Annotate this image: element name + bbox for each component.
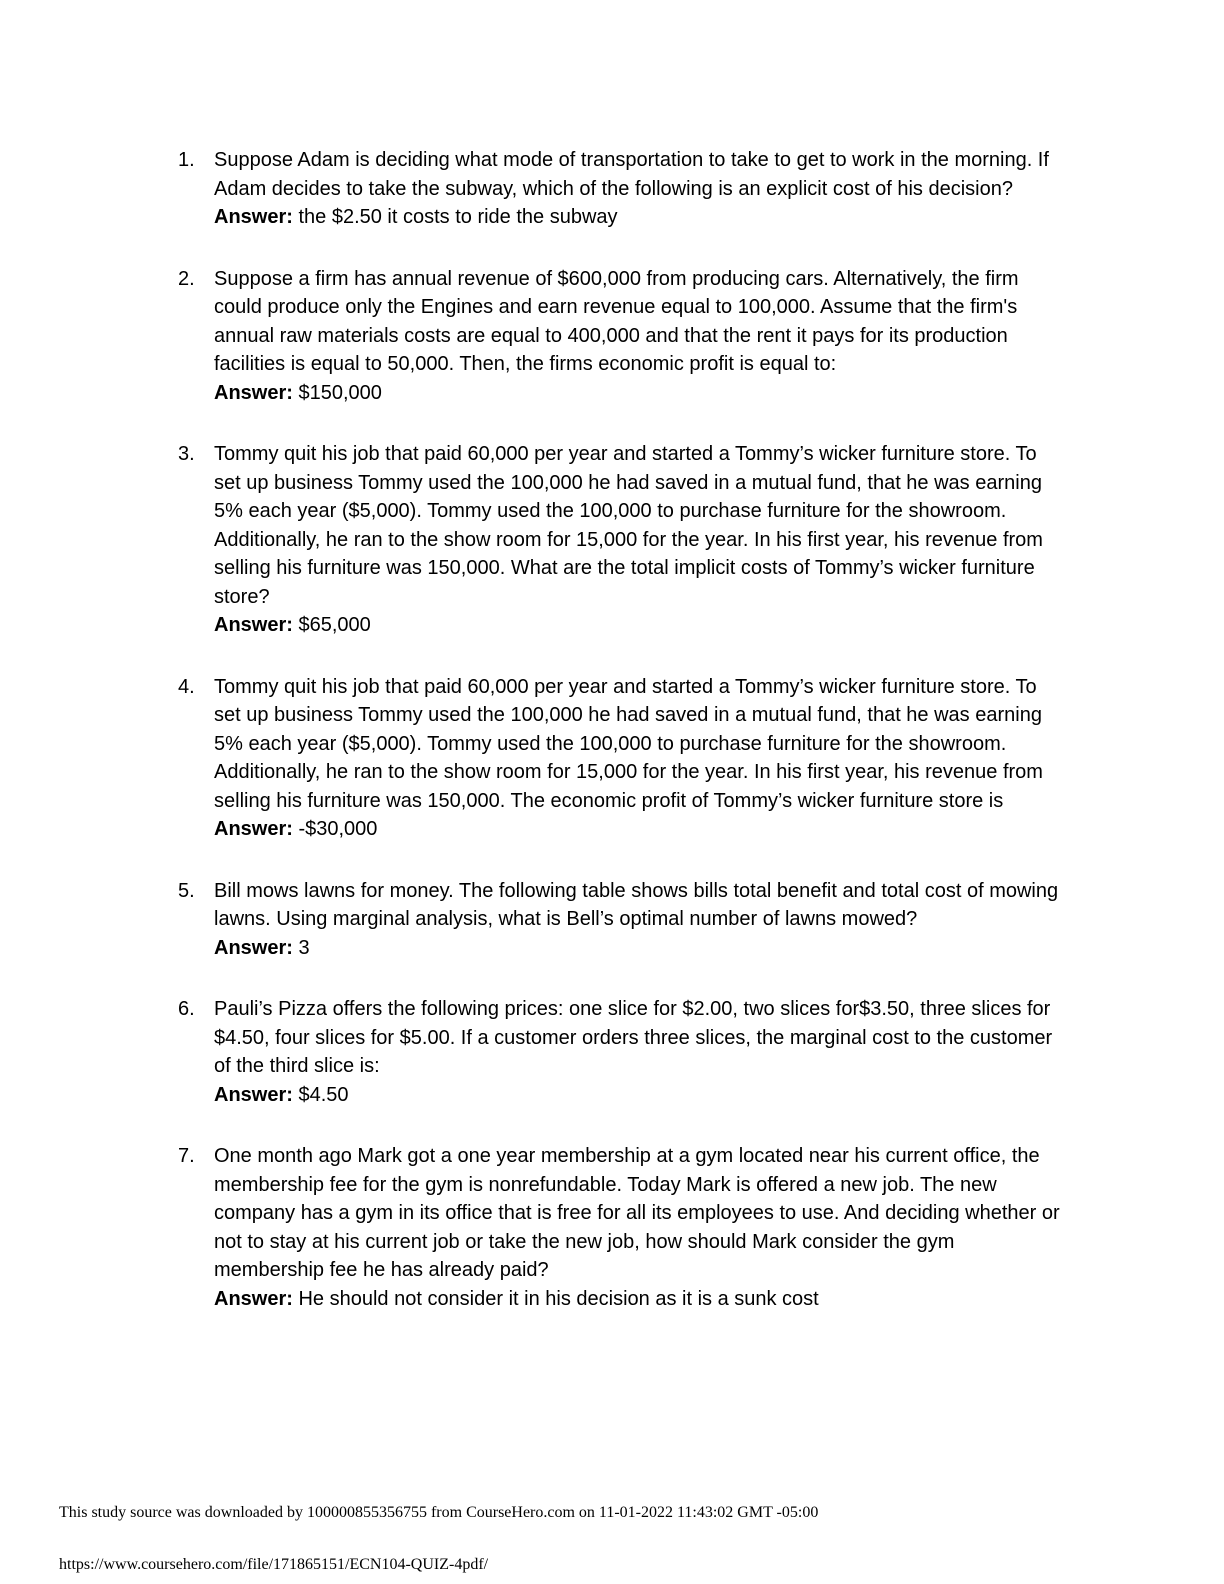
answer-value: $150,000 [292, 381, 382, 404]
answer-label: Answer: [214, 381, 293, 404]
answer-label: Answer: [214, 818, 293, 840]
question-number: 4. [178, 675, 195, 698]
source-url[interactable]: https://www.coursehero.com/file/171865151/ECN104-QUIZ-4pdf/ [59, 1556, 489, 1573]
question-item-5 [178, 877, 1066, 963]
question-answer [214, 611, 1066, 640]
question-text: One month ago Mark got a one year membership at a gym located near his current office, the membership fee for the gym is nonrefundable. Today Mark is offered a new job. The new company has a gym in its office that is free for all its employees to use. And deciding whether or not to stay at his current job or take the new job, how should Mark consider the gym membership fee he has already paid? [214, 1145, 1060, 1281]
question-item-4 [178, 673, 1066, 844]
question-item-2 [178, 265, 1066, 408]
question-item-1 [178, 146, 1066, 232]
answer-value: He should not consider it in his decision as it is a sunk cost [292, 1287, 819, 1310]
answer-value: 3 [292, 936, 310, 959]
question-text: Pauli’s Pizza offers the following prices: one slice for $2.00, two slices for$3.50, three slices for $4.50, four slices for $5.00. If a customer orders three slices, the marginal cost to the customer of the third slice is: [214, 998, 1053, 1077]
quiz-document [178, 146, 1066, 1346]
question-answer [214, 815, 1066, 844]
question-body [214, 146, 1066, 232]
question-number: 1. [178, 149, 195, 171]
question-text: Tommy quit his job that paid 60,000 per year and started a Tommy’s wicker furniture store. To set up business Tommy used the 100,000 he had saved in a mutual fund, that he was earning 5% each year ($5,000). Tommy used the 100,000 to purchase furniture for the showroom. Additionally, he ran to the show room for 15,000 for the year. In his first year, his revenue from selling his furniture was 150,000. What are the total implicit costs of Tommy’s wicker furniture store? [214, 443, 1043, 608]
question-number: 6. [178, 998, 195, 1020]
question-number: 3. [178, 443, 195, 465]
question-body [214, 995, 1066, 1109]
question-body [214, 673, 1066, 844]
question-number: 7. [178, 1145, 195, 1167]
download-attribution: This study source was downloaded by 100000855356755 from CourseHero.com on 11-01-2022 11:43:02 GMT -05:00 [59, 1504, 819, 1521]
question-number: 2. [178, 267, 195, 290]
answer-value: the $2.50 it costs to ride the subway [292, 206, 618, 228]
question-item-6 [178, 995, 1066, 1109]
answer-label: Answer: [214, 206, 293, 228]
question-text: Suppose a firm has annual revenue of $600,000 from producing cars. Alternatively, the firm could produce only the Engines and earn revenue equal to 100,000. Assume that the firm's annual raw materials costs are equal to 400,000 and that the rent it pays for its production facilities is equal to 50,000. Then, the firms economic profit is equal to: [214, 267, 1019, 375]
question-item-7 [178, 1142, 1066, 1313]
answer-label: Answer: [214, 614, 293, 636]
question-text: Bill mows lawns for money. The following table shows bills total benefit and total cost of mowing lawns. Using marginal analysis, what is Bell’s optimal number of lawns mowed? [214, 879, 1059, 930]
question-answer [214, 1285, 1066, 1314]
question-text: Suppose Adam is deciding what mode of transportation to take to get to work in the morning. If Adam decides to take the subway, which of the following is an explicit cost of his decision? [214, 149, 1049, 200]
question-body [214, 265, 1066, 408]
question-item-3 [178, 440, 1066, 640]
question-body [214, 877, 1066, 963]
question-answer [214, 934, 1066, 963]
question-number: 5. [178, 879, 195, 902]
question-answer [214, 1081, 1066, 1110]
question-body [214, 440, 1066, 640]
question-answer [214, 379, 1066, 408]
question-body [214, 1142, 1066, 1313]
answer-value: $65,000 [292, 614, 371, 636]
answer-label: Answer: [214, 1083, 293, 1106]
answer-value: $4.50 [292, 1083, 349, 1106]
answer-value: -$30,000 [292, 818, 378, 840]
question-answer [214, 203, 1066, 232]
question-text: Tommy quit his job that paid 60,000 per year and started a Tommy’s wicker furniture store. To set up business Tommy used the 100,000 he had saved in a mutual fund, that he was earning 5% each year ($5,000). Tommy used the 100,000 to purchase furniture for the showroom. Additionally, he ran to the show room for 15,000 for the year. In his first year, his revenue from selling his furniture was 150,000. The economic profit of Tommy’s wicker furniture store is [214, 675, 1043, 812]
answer-label: Answer: [214, 936, 293, 959]
answer-label: Answer: [214, 1287, 293, 1310]
